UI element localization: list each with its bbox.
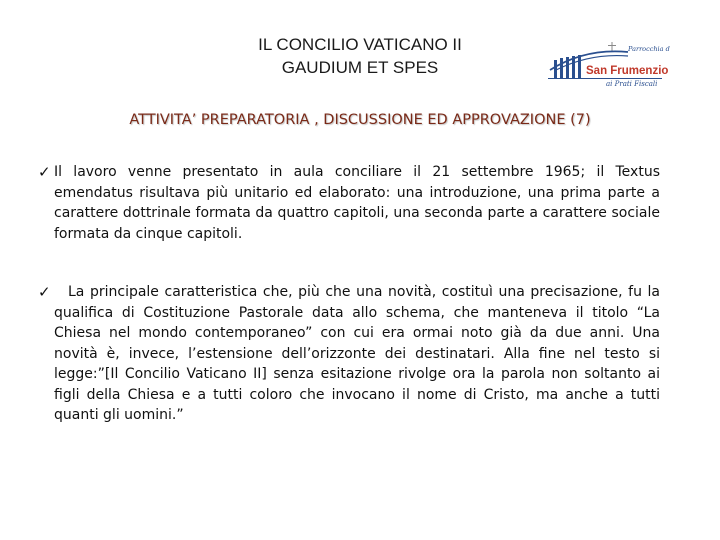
- bullet-text: Il lavoro venne presentato in aula conciliare il 21 settembre 1965; il Textus emendatus risultava più unitario ed elaborato: una introduzione, una prima parte a carattere dottrinale formata da quattro capitoli, una seconda parte a carattere sociale formata da cinque capitoli.: [54, 164, 660, 242]
- checkmark-icon: ✓: [38, 283, 51, 301]
- logo-tagline: ai Prati Fiscali: [606, 80, 658, 88]
- section-subtitle: ATTIVITA’ PREPARATORIA , DISCUSSIONE ED APPROVAZIONE (7): [129, 112, 591, 128]
- logo-name: San Frumenzio: [586, 65, 669, 77]
- bullet-item: [38, 282, 660, 426]
- slide-title: [120, 33, 600, 79]
- title-line-1: IL CONCILIO VATICANO II: [258, 35, 462, 54]
- bullet-text: La principale caratteristica che, più che una novità, costituì una precisazione, fu la qualifica di Costituzione Pastorale data allo schema, che manteneva il titolo “La Chiesa nel mondo contemporaneo” con cui era ormai noto già da due anni. Una novità è, invece, l’estensione dell’orizzonte dei destinatari. Alla fine nel testo si legge:”[Il Concilio Vaticano II] senza esitazione rivolge ora la parola non soltanto ai figli della Chiesa e a tutti coloro che invocano il nome di Cristo, ma anche a tutti quanti gli uomini.”: [54, 284, 660, 423]
- title-line-2: GAUDIUM ET SPES: [281, 58, 439, 77]
- logo-small-text: Parrocchia di: [628, 45, 670, 53]
- church-logo-icon: [540, 40, 670, 90]
- bullet-item: [38, 162, 660, 244]
- parish-logo: [540, 40, 670, 90]
- checkmark-icon: ✓: [38, 163, 51, 181]
